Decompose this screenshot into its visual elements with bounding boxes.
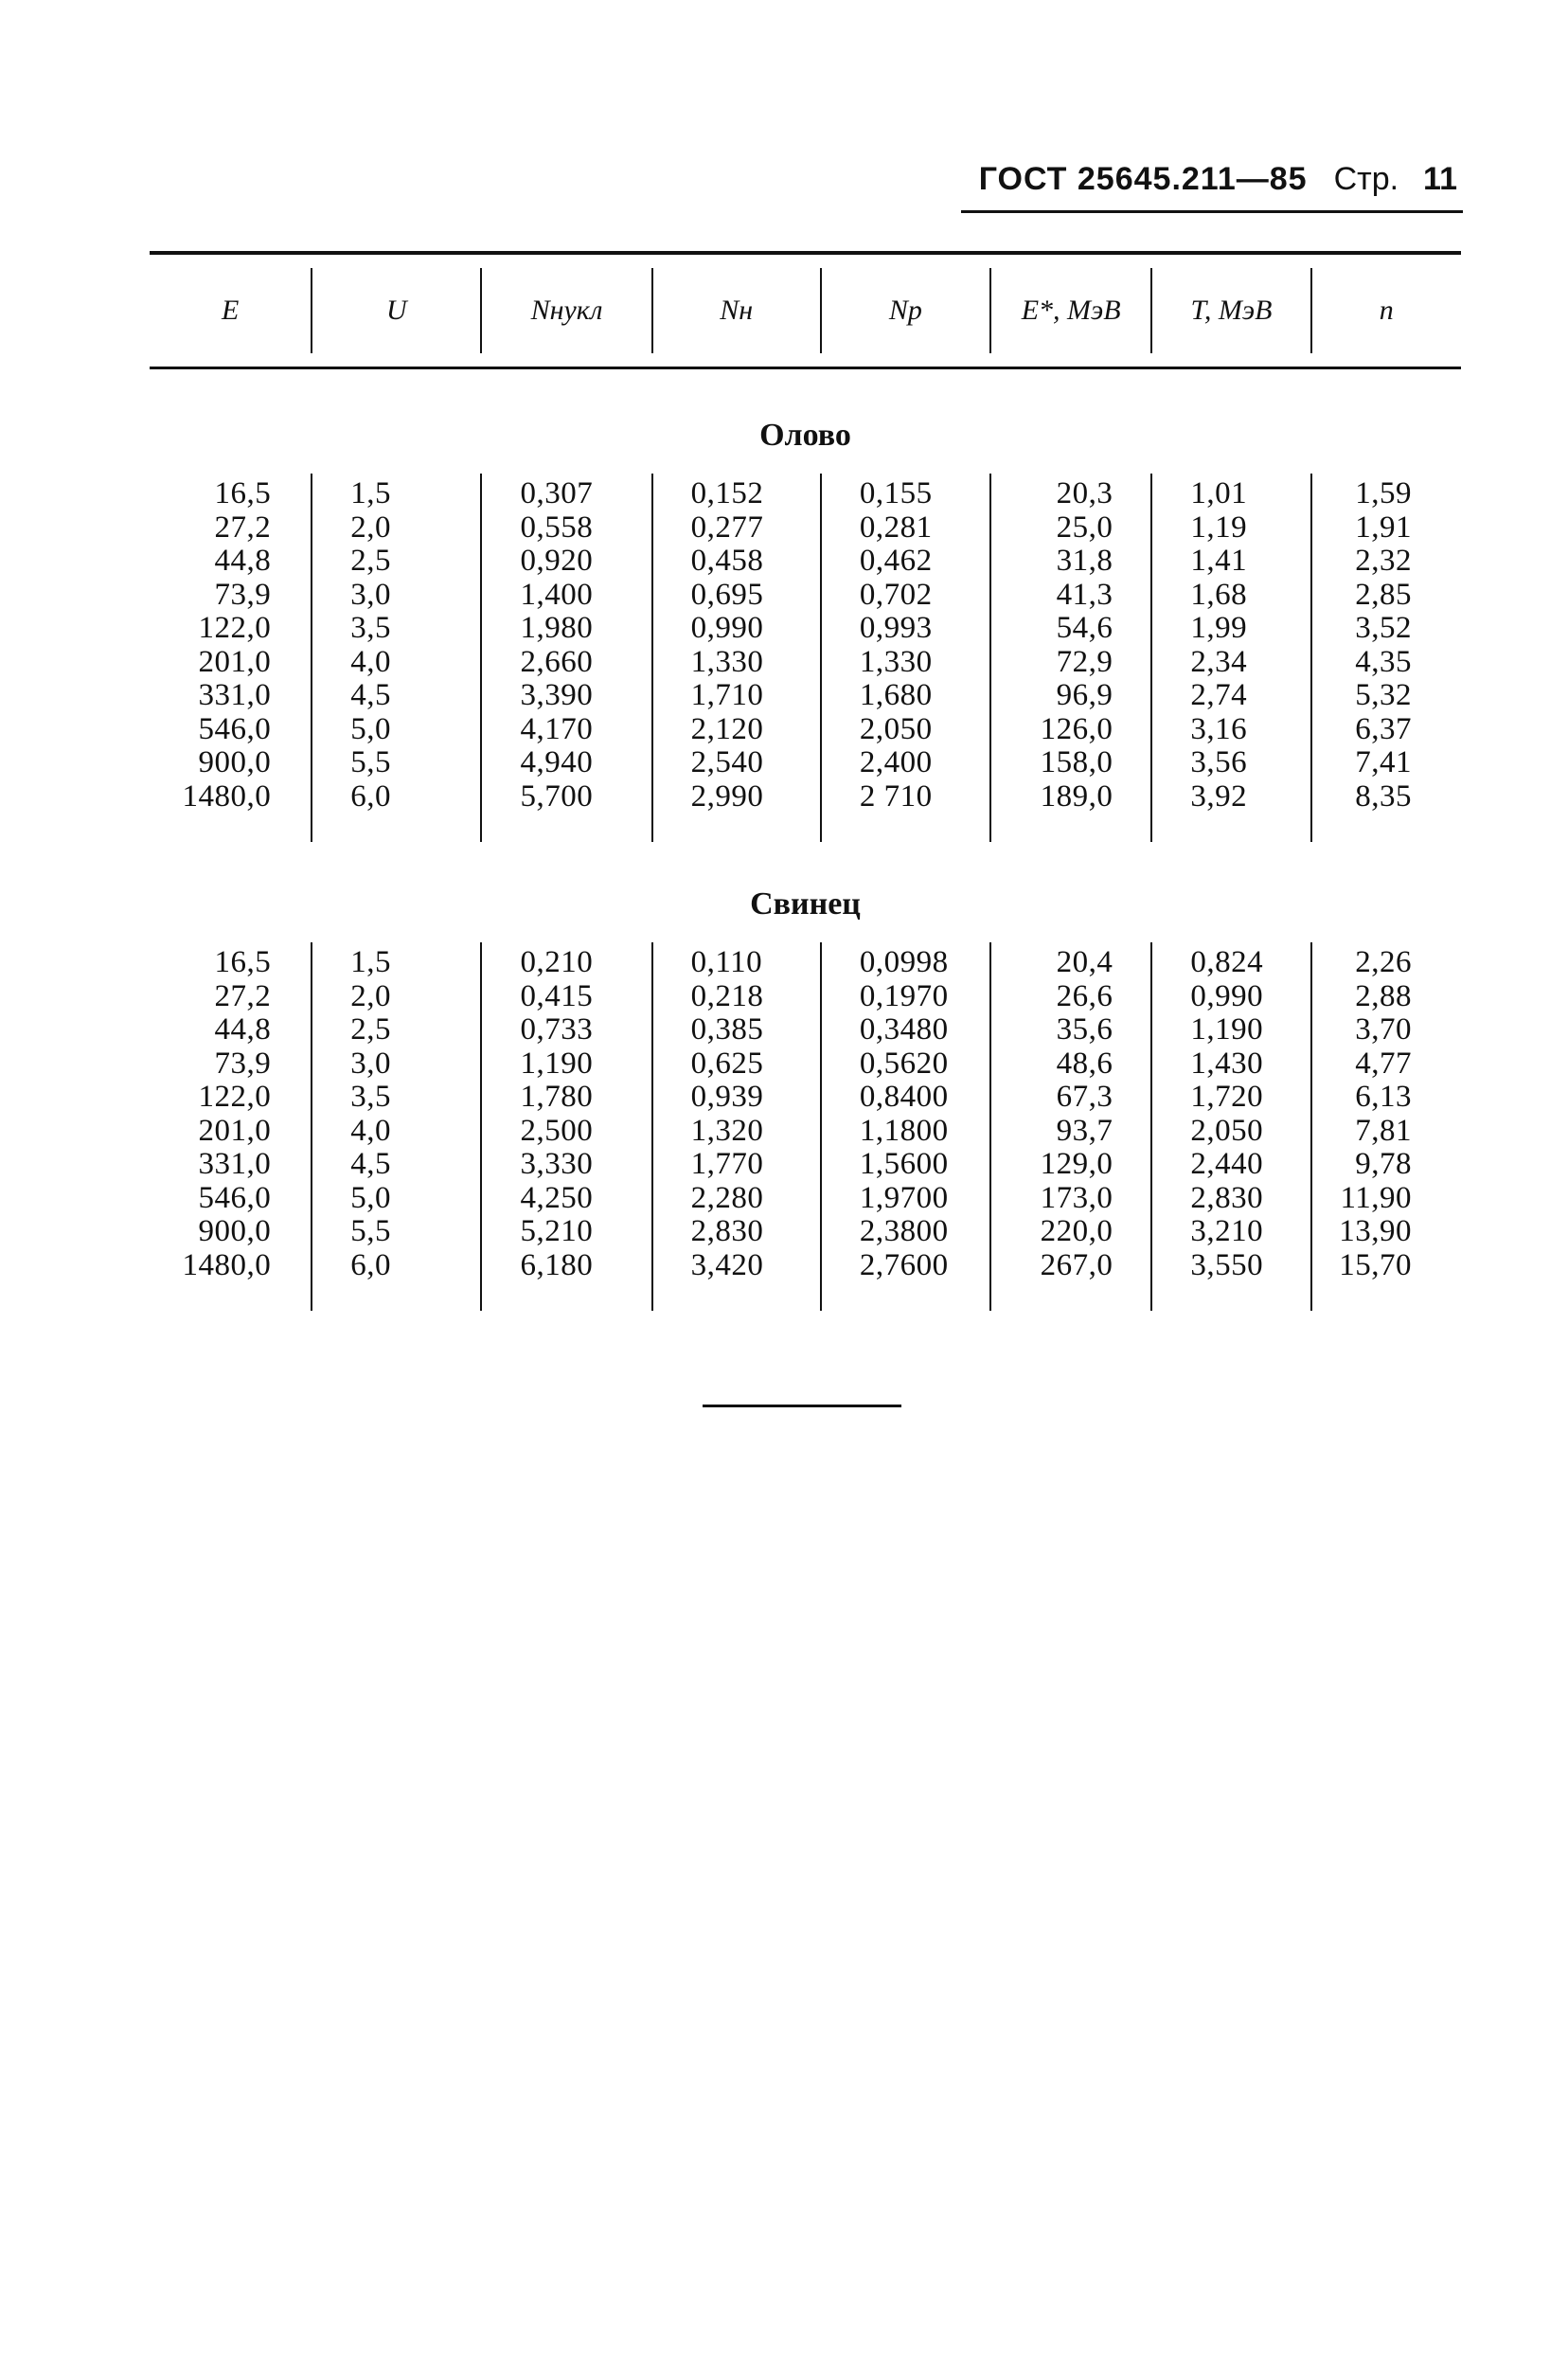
table-cell: 1,400 (520, 577, 594, 612)
table-cell: 0,210 (520, 945, 594, 979)
table-cell: 2,0 (350, 510, 392, 545)
table-cell: 1,330 (859, 644, 933, 679)
column-header-5: E*, МэВ (989, 268, 1150, 353)
table-column (480, 942, 650, 1311)
table-cell: 93,7 (1056, 1113, 1114, 1148)
section-gap (150, 842, 1461, 867)
table-cell: 2,050 (1190, 1113, 1264, 1148)
table-cell: 0,695 (690, 577, 764, 612)
table-cell: 267,0 (1040, 1247, 1114, 1282)
section-rows (150, 942, 1461, 1311)
table-cell: 546,0 (198, 1180, 272, 1215)
table-cell: 72,9 (1056, 644, 1114, 679)
table-cell: 6,37 (1355, 711, 1412, 746)
table-cell: 0,8400 (859, 1080, 949, 1114)
table-cell: 0,385 (690, 1012, 764, 1047)
table-column (820, 474, 989, 842)
table-cell: 1,01 (1190, 476, 1248, 510)
table-cell: 3,330 (520, 1147, 594, 1181)
table-cell: 0,110 (690, 945, 763, 979)
table-cell: 25,0 (1056, 510, 1114, 545)
table-cell: 2,830 (690, 1214, 764, 1248)
table-cell: 900,0 (198, 1214, 272, 1248)
table-cell: 1,99 (1190, 611, 1248, 645)
table-cell: 73,9 (214, 577, 272, 612)
standard-number: ГОСТ 25645.211—85 (978, 161, 1308, 197)
table-cell: 2,500 (520, 1113, 594, 1148)
table-cell: 4,5 (350, 678, 392, 712)
table-cell: 0,558 (520, 510, 594, 545)
table-cell: 1,19 (1190, 510, 1248, 545)
table-cell: 1,780 (520, 1080, 594, 1114)
table-cell: 0,3480 (859, 1012, 949, 1047)
table-cell: 3,5 (350, 1080, 392, 1114)
table-cell: 2,540 (690, 745, 764, 779)
table-cell: 2,32 (1355, 544, 1412, 578)
table-cell: 3,550 (1190, 1247, 1264, 1282)
section-title: Свинец (750, 886, 861, 922)
table-cell: 2,280 (690, 1180, 764, 1215)
table-cell: 1,5 (350, 476, 392, 510)
table-cell: 1,980 (520, 611, 594, 645)
table-cell: 2,3800 (859, 1214, 949, 1248)
table-cell: 5,210 (520, 1214, 594, 1248)
page-label: Стр. (1333, 161, 1399, 197)
table-cell: 189,0 (1040, 778, 1114, 814)
header-rule (961, 210, 1463, 213)
table-cell: 5,5 (350, 745, 392, 779)
table-cell: 8,35 (1355, 778, 1412, 814)
table-cell: 0,152 (690, 476, 764, 510)
table-cell: 4,77 (1355, 1046, 1412, 1081)
table-cell: 0,415 (520, 978, 594, 1013)
table-cell: 6,13 (1355, 1080, 1412, 1114)
table-cell: 0,990 (1190, 978, 1264, 1013)
table-cell: 44,8 (214, 1012, 272, 1047)
table-cell: 20,4 (1056, 945, 1114, 979)
page-indicator (1334, 161, 1457, 198)
table-cell: 1480,0 (182, 778, 272, 814)
table-cell: 96,9 (1056, 678, 1114, 712)
table-cell: 0,462 (859, 544, 933, 578)
table-cell: 2,26 (1355, 945, 1412, 979)
table-cell: 13,90 (1339, 1214, 1412, 1248)
table-cell: 0,625 (690, 1046, 764, 1081)
table-cell: 4,5 (350, 1147, 392, 1181)
table-cell: 2,7600 (859, 1247, 949, 1282)
table-cell: 3,420 (690, 1247, 764, 1282)
table-cell: 0,307 (520, 476, 594, 510)
table-column (989, 942, 1150, 1311)
table-cell: 1,9700 (859, 1180, 949, 1215)
table-column (1150, 942, 1309, 1311)
table-cell: 6,0 (350, 778, 392, 814)
table-cell: 173,0 (1040, 1180, 1114, 1215)
table-cell: 7,81 (1355, 1113, 1412, 1148)
table-cell: 5,0 (350, 1180, 392, 1215)
table-cell: 201,0 (198, 644, 272, 679)
table-cell: 2,830 (1190, 1180, 1264, 1215)
column-header-2: Nнукл (480, 268, 650, 353)
table-cell: 2,0 (350, 978, 392, 1013)
table-cell: 6,180 (520, 1247, 594, 1282)
table-cell: 3,92 (1190, 778, 1248, 814)
table-cell: 900,0 (198, 745, 272, 779)
table-cell: 2,34 (1190, 644, 1248, 679)
table-cell: 0,1970 (859, 978, 949, 1013)
table-cell: 1,320 (690, 1113, 764, 1148)
table-cell: 1,720 (1190, 1080, 1264, 1114)
table-cell: 1,5600 (859, 1147, 949, 1181)
table-cell: 0,218 (690, 978, 764, 1013)
table-cell: 1,680 (859, 678, 933, 712)
end-rule (703, 1405, 901, 1407)
table-cell: 201,0 (198, 1113, 272, 1148)
table-cell: 16,5 (214, 476, 272, 510)
table-cell: 54,6 (1056, 611, 1114, 645)
table-cell: 331,0 (198, 1147, 272, 1181)
table-cell: 0,993 (859, 611, 933, 645)
table-cell: 1,190 (520, 1046, 594, 1081)
table-cell: 2,050 (859, 711, 933, 746)
table-cell: 2,85 (1355, 577, 1412, 612)
column-header-6: T, МэВ (1150, 268, 1309, 353)
table-cell: 0,5620 (859, 1046, 949, 1081)
table-cell: 48,6 (1056, 1046, 1114, 1081)
table-cell: 0,920 (520, 544, 594, 578)
table-column (1310, 474, 1461, 842)
table-column (311, 474, 480, 842)
table-cell: 1,41 (1190, 544, 1248, 578)
table-column (820, 942, 989, 1311)
table-column (989, 474, 1150, 842)
table-cell: 3,16 (1190, 711, 1248, 746)
table-cell: 15,70 (1339, 1247, 1412, 1282)
table-cell: 1,91 (1355, 510, 1412, 545)
table-cell: 16,5 (214, 945, 272, 979)
table-column (311, 942, 480, 1311)
table-cell: 2,440 (1190, 1147, 1264, 1181)
table-cell: 1,430 (1190, 1046, 1264, 1081)
table-cell: 122,0 (198, 1080, 272, 1114)
data-table (150, 251, 1461, 1311)
table-cell: 2,5 (350, 544, 392, 578)
table-cell: 1,770 (690, 1147, 764, 1181)
table-cell: 5,0 (350, 711, 392, 746)
table-cell: 3,52 (1355, 611, 1412, 645)
table-cell: 2,400 (859, 745, 933, 779)
table-cell: 41,3 (1056, 577, 1114, 612)
table-cell: 9,78 (1355, 1147, 1412, 1181)
table-cell: 3,210 (1190, 1214, 1264, 1248)
column-header-3: Nн (651, 268, 820, 353)
column-header-4: Np (820, 268, 989, 353)
table-cell: 3,56 (1190, 745, 1248, 779)
table-cell: 73,9 (214, 1046, 272, 1081)
table-cell: 1480,0 (182, 1247, 272, 1282)
table-cell: 1,710 (690, 678, 764, 712)
table-cell: 2,74 (1190, 678, 1248, 712)
table-cell: 4,35 (1355, 644, 1412, 679)
table-column (1310, 942, 1461, 1311)
table-cell: 0,0998 (859, 945, 949, 979)
table-cell: 5,700 (520, 778, 594, 814)
table-cell: 1,330 (690, 644, 764, 679)
table-cell: 220,0 (1040, 1214, 1114, 1248)
table-cell: 26,6 (1056, 978, 1114, 1013)
table-cell: 11,90 (1340, 1180, 1412, 1215)
table-cell: 20,3 (1056, 476, 1114, 510)
table-cell: 44,8 (214, 544, 272, 578)
table-cell: 2,120 (690, 711, 764, 746)
table-cell: 0,990 (690, 611, 764, 645)
table-cell: 129,0 (1040, 1147, 1114, 1181)
table-cell: 0,824 (1190, 945, 1264, 979)
table-cell: 1,68 (1190, 577, 1248, 612)
page-number: 11 (1423, 161, 1457, 197)
table-cell: 2,990 (690, 778, 764, 814)
section-spacer (150, 369, 1461, 398)
column-header-0: E (221, 295, 240, 326)
table-cell: 1,59 (1355, 476, 1412, 510)
table-column (1150, 474, 1309, 842)
column-header-row (150, 255, 1461, 367)
table-cell: 0,733 (520, 1012, 594, 1047)
section-rows (150, 474, 1461, 842)
table-cell: 35,6 (1056, 1012, 1114, 1047)
table-cell: 6,0 (350, 1247, 392, 1282)
table-cell: 2 710 (859, 778, 933, 814)
section-title: Олово (759, 418, 851, 453)
table-column (150, 474, 311, 842)
table-cell: 1,5 (350, 945, 392, 979)
table-cell: 0,281 (859, 510, 933, 545)
column-header-1: U (311, 268, 480, 353)
table-cell: 3,0 (350, 1046, 392, 1081)
table-cell: 158,0 (1040, 745, 1114, 779)
table-column (480, 474, 650, 842)
table-cell: 4,170 (520, 711, 594, 746)
table-cell: 0,458 (690, 544, 764, 578)
table-cell: 4,0 (350, 644, 392, 679)
table-cell: 3,5 (350, 611, 392, 645)
table-cell: 122,0 (198, 611, 272, 645)
table-cell: 0,155 (859, 476, 933, 510)
page-header (979, 161, 1457, 198)
table-column (651, 942, 820, 1311)
table-cell: 5,32 (1355, 678, 1412, 712)
table-cell: 4,940 (520, 745, 594, 779)
table-cell: 0,277 (690, 510, 764, 545)
table-cell: 4,0 (350, 1113, 392, 1148)
table-cell: 1,190 (1190, 1012, 1264, 1047)
table-cell: 2,88 (1355, 978, 1412, 1013)
table-body (150, 369, 1461, 1311)
table-cell: 126,0 (1040, 711, 1114, 746)
table-cell: 5,5 (350, 1214, 392, 1248)
table-column (651, 474, 820, 842)
table-cell: 67,3 (1056, 1080, 1114, 1114)
table-cell: 27,2 (214, 978, 272, 1013)
table-cell: 1,1800 (859, 1113, 949, 1148)
table-cell: 2,660 (520, 644, 594, 679)
table-cell: 7,41 (1355, 745, 1412, 779)
table-cell: 2,5 (350, 1012, 392, 1047)
table-cell: 3,390 (520, 678, 594, 712)
table-cell: 27,2 (214, 510, 272, 545)
table-cell: 3,0 (350, 577, 392, 612)
table-cell: 331,0 (198, 678, 272, 712)
table-cell: 546,0 (198, 711, 272, 746)
table-column (150, 942, 311, 1311)
table-cell: 4,250 (520, 1180, 594, 1215)
table-cell: 3,70 (1355, 1012, 1412, 1047)
column-header-7: n (1310, 268, 1461, 353)
table-cell: 31,8 (1056, 544, 1114, 578)
table-cell: 0,939 (690, 1080, 764, 1114)
table-cell: 0,702 (859, 577, 933, 612)
